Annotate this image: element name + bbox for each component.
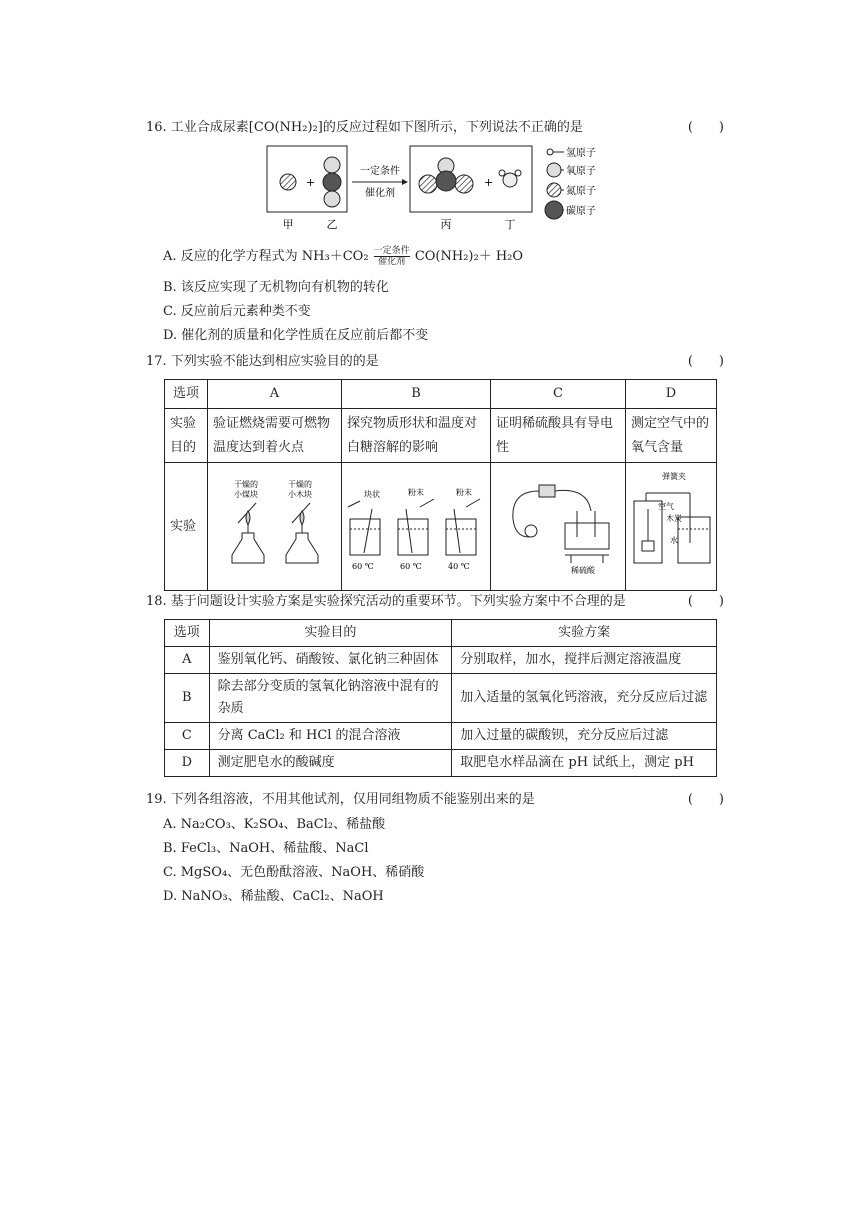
fig-a-label3: 干燥的 <box>288 480 312 489</box>
q17-header-a: A <box>208 380 342 409</box>
fig-c-label-acid: 稀硫酸 <box>571 566 595 575</box>
q17-purpose-a: 验证燃烧需要可燃物温度达到着火点 <box>208 409 342 463</box>
label-bing: 丙 <box>440 218 452 231</box>
q18-row-a-plan: 分别取样，加水，搅拌后测定溶液温度 <box>452 647 717 674</box>
q17-figure-b <box>342 463 491 591</box>
water-molecule <box>503 173 517 187</box>
label-jia: 甲 <box>282 218 294 231</box>
label-yi: 乙 <box>326 218 338 231</box>
fig-b-temp3: 40 ℃ <box>448 562 470 571</box>
alcohol-lamp-figure <box>208 463 341 581</box>
hydrogen-atom <box>515 170 521 176</box>
conductivity-circuit-figure <box>491 463 625 581</box>
q18-row-d-purpose: 测定肥皂水的酸碱度 <box>209 750 452 777</box>
legend-oxygen: 氧原子 <box>566 166 596 177</box>
q18-row-b-option: B <box>165 674 210 723</box>
q17-purpose-d: 测定空气中的氧气含量 <box>626 409 717 463</box>
fig-b-label-powder1: 粉末 <box>408 488 424 497</box>
oxygen-atom <box>324 157 340 173</box>
q19-option-a: A. Na₂CO₃、K₂SO₄、BaCl₂、稀盐酸 <box>163 817 386 832</box>
arrow-head <box>402 179 408 185</box>
q17-purpose-b: 探究物质形状和温度对白糖溶解的影响 <box>342 409 491 463</box>
q18-stem-text: 18. 基于问题设计实验方案是实验探究活动的重要环节。下列实验方案中不合理的是 <box>146 594 626 609</box>
plus-sign: + <box>306 176 316 189</box>
q17-header-d: D <box>626 380 717 409</box>
q18-row-b-purpose: 除去部分变质的氢氧化钠溶液中混有的杂质 <box>209 674 452 723</box>
q17-purpose-label: 实验目的 <box>165 409 208 463</box>
fig-a-label4: 小木块 <box>288 490 312 499</box>
q17-stem-text: 17. 下列实验不能达到相应实验目的的是 <box>146 354 379 369</box>
q19-option-c: C. MgSO₄、无色酚酞溶液、NaOH、稀硝酸 <box>163 865 425 880</box>
legend-hydrogen: 氢原子 <box>566 148 596 159</box>
q19-answer-paren: ( ) <box>687 792 724 807</box>
q17-table <box>164 379 717 591</box>
label-ding: 丁 <box>504 218 516 231</box>
q16-reaction-diagram <box>262 140 632 236</box>
fig-d-label-charcoal: 木炭 <box>666 514 682 523</box>
q16-option-a-right: CO(NH₂)₂＋ H₂O <box>414 249 524 264</box>
q17-header-option: 选项 <box>165 380 208 409</box>
legend-nitrogen: 氮原子 <box>566 186 596 197</box>
beaker-dissolution-figure <box>342 463 490 581</box>
q18-row-c-plan: 加入过量的碳酸钡，充分反应后过滤 <box>452 723 717 750</box>
q19-option-b: B. FeCl₃、NaOH、稀盐酸、NaCl <box>163 841 369 856</box>
condition-top: 一定条件 <box>360 166 400 177</box>
q19-stem-text: 19. 下列各组溶液，不用其他试剂，仅用同组物质不能鉴别出来的是 <box>146 792 535 807</box>
condition-bottom: 催化剂 <box>365 188 395 199</box>
oxygen-content-apparatus <box>626 463 716 581</box>
fig-a-label2: 小煤块 <box>234 490 258 499</box>
q16-option-d: D. 催化剂的质量和化学性质在反应前后都不变 <box>163 328 429 343</box>
q16-option-a <box>163 246 523 267</box>
fig-b-temp1: 60 ℃ <box>352 562 374 571</box>
q18-header-plan: 实验方案 <box>452 620 717 647</box>
q16-option-c: C. 反应前后元素种类不变 <box>163 304 311 319</box>
q18-row-d-option: D <box>165 750 210 777</box>
fig-d-label-water: 水 <box>670 536 678 545</box>
q18-answer-paren: ( ) <box>687 594 724 609</box>
q16-option-b: B. 该反应实现了无机物向有机物的转化 <box>163 280 389 295</box>
legend-carbon: 碳原子 <box>566 206 596 217</box>
q18-row-d-plan: 取肥皂水样品滴在 pH 试纸上，测定 pH <box>452 750 717 777</box>
q17-figure-d <box>626 463 717 591</box>
q19-stem <box>146 790 724 810</box>
q17-header-b: B <box>342 380 491 409</box>
q18-stem <box>146 592 724 612</box>
fig-b-label-powder2: 粉末 <box>456 488 472 497</box>
eq-condition-top: 一定条件 <box>373 246 410 256</box>
oxygen-atom <box>324 191 340 207</box>
q18-row-a-purpose: 鉴别氧化钙、硝酸铵、氯化钠三种固体 <box>209 647 452 674</box>
nh3-molecule <box>280 174 296 190</box>
nitrogen-atom <box>455 175 473 193</box>
q16-answer-paren: ( ) <box>687 120 724 135</box>
q17-answer-paren: ( ) <box>687 354 724 369</box>
q16-stem <box>146 118 724 138</box>
q17-figure-a <box>208 463 342 591</box>
fig-b-temp2: 60 ℃ <box>400 562 422 571</box>
q16-stem-text: 16. 工业合成尿素[CO(NH₂)₂]的反应过程如下图所示，下列说法不正确的是 <box>146 120 583 135</box>
q17-purpose-c: 证明稀硫酸具有导电性 <box>491 409 626 463</box>
q18-header-purpose: 实验目的 <box>209 620 452 647</box>
q16-option-a-left: A. 反应的化学方程式为 NH₃＋CO₂ <box>163 249 369 264</box>
fig-b-label-lump: 块状 <box>364 490 380 499</box>
q17-experiment-label: 实验 <box>165 463 208 591</box>
q17-figure-c <box>491 463 626 591</box>
plus-sign: + <box>484 176 494 189</box>
carbon-atom <box>436 171 456 191</box>
q18-row-c-option: C <box>165 723 210 750</box>
hydrogen-atom <box>499 170 505 176</box>
q18-header-option: 选项 <box>165 620 210 647</box>
q17-stem <box>146 352 724 372</box>
fig-a-label1: 干燥的 <box>234 480 258 489</box>
fig-d-label-clamp: 弹簧夹 <box>662 472 686 481</box>
q18-row-b-plan: 加入适量的氢氧化钙溶液，充分反应后过滤 <box>452 674 717 723</box>
nitrogen-atom <box>419 175 437 193</box>
equation-condition <box>374 246 410 267</box>
q18-row-a-option: A <box>165 647 210 674</box>
q18-row-c-purpose: 分离 CaCl₂ 和 HCl 的混合溶液 <box>209 723 452 750</box>
eq-condition-bottom: 催化剂 <box>378 257 406 267</box>
carbon-atom <box>323 173 341 191</box>
fig-d-label-air: 空气 <box>658 502 674 511</box>
q19-option-d: D. NaNO₃、稀盐酸、CaCl₂、NaOH <box>163 889 384 904</box>
q18-table <box>164 619 717 777</box>
atom-legend <box>545 146 596 219</box>
q17-header-c: C <box>491 380 626 409</box>
